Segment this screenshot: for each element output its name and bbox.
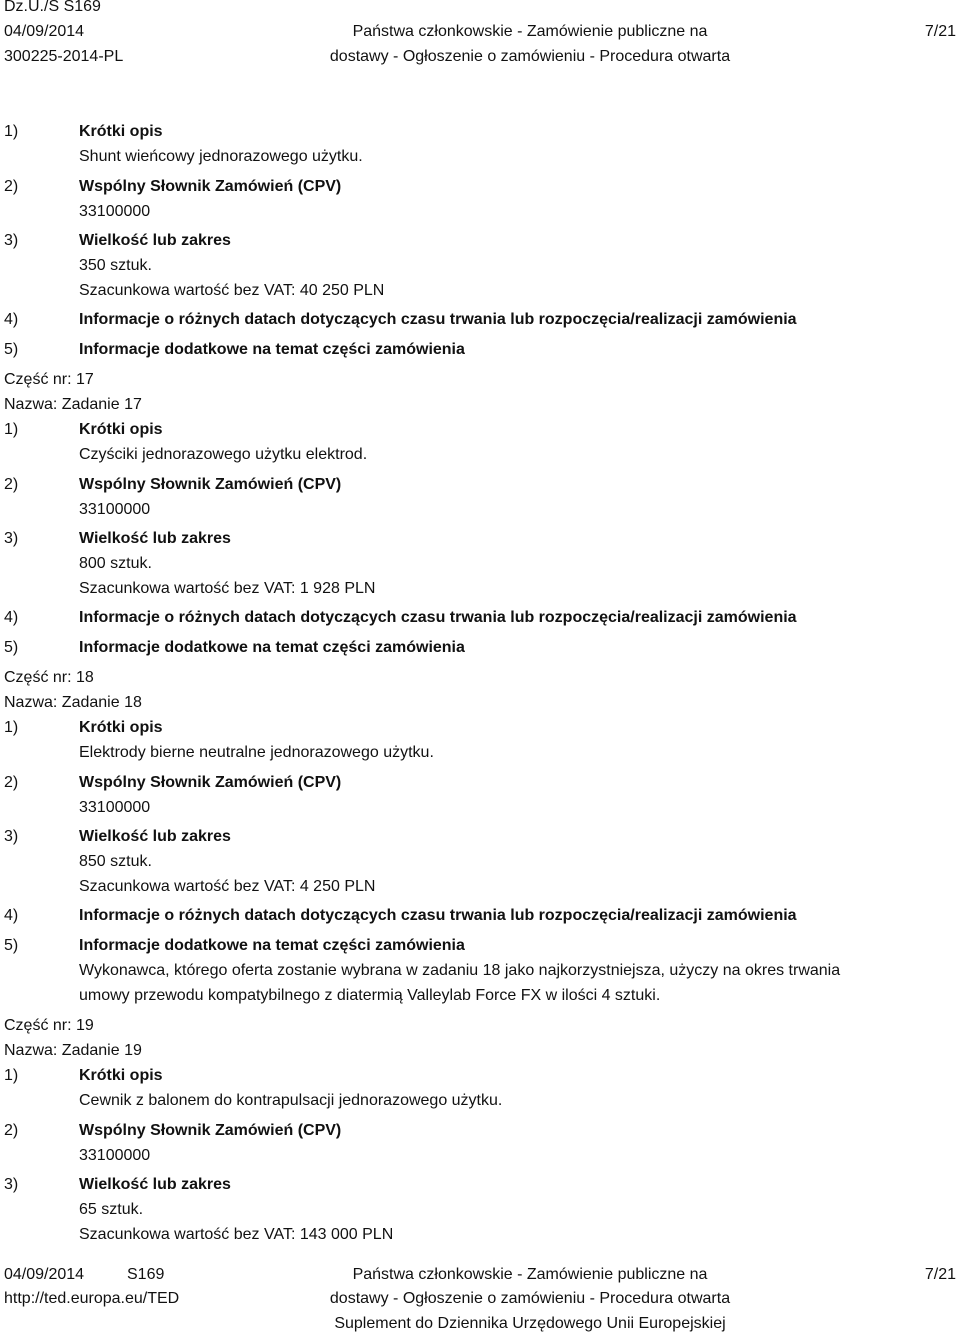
additional-info-label: Informacje dodatkowe na temat części zamówienia xyxy=(79,937,465,954)
footer-issue: S169 xyxy=(127,1266,165,1283)
quantity-label: Wielkość lub zakres xyxy=(79,232,231,249)
item-number: 2) xyxy=(4,774,19,791)
footer-date: 04/09/2014 xyxy=(4,1266,85,1283)
additional-info-label: Informacje dodatkowe na temat części zamówienia xyxy=(79,341,465,358)
short-description-label: Krótki opis xyxy=(79,1067,163,1084)
estimated-value: Szacunkowa wartość bez VAT: 1 928 PLN xyxy=(79,580,376,597)
dates-info-label: Informacje o różnych datach dotyczących czasu trwania lub rozpoczęcia/realizacji zamówienia xyxy=(79,907,797,924)
item-number: 3) xyxy=(4,828,19,845)
quantity-value: 65 sztuk. xyxy=(79,1201,144,1218)
cpv-code: 33100000 xyxy=(79,501,151,518)
item-number: 4) xyxy=(4,907,19,924)
quantity-value: 850 sztuk. xyxy=(79,853,152,870)
additional-info-label: Informacje dodatkowe na temat części zamówienia xyxy=(79,639,465,656)
footer-url[interactable]: http://ted.europa.eu/TED xyxy=(4,1290,180,1307)
item-number: 3) xyxy=(4,232,19,249)
item-number: 5) xyxy=(4,639,19,656)
quantity-label: Wielkość lub zakres xyxy=(79,530,231,547)
cpv-label: Wspólny Słownik Zamówień (CPV) xyxy=(79,774,342,791)
estimated-value: Szacunkowa wartość bez VAT: 40 250 PLN xyxy=(79,282,385,299)
part-name: Nazwa: Zadanie 18 xyxy=(4,694,142,711)
short-description-value: Shunt wieńcowy jednorazowego użytku. xyxy=(79,148,363,165)
part-number: Część nr: 18 xyxy=(4,669,94,686)
part-name: Nazwa: Zadanie 17 xyxy=(4,396,142,413)
short-description-label: Krótki opis xyxy=(79,719,163,736)
item-number: 1) xyxy=(4,123,19,140)
item-number: 2) xyxy=(4,476,19,493)
cpv-label: Wspólny Słownik Zamówień (CPV) xyxy=(79,178,342,195)
item-number: 5) xyxy=(4,937,19,954)
part-number: Część nr: 19 xyxy=(4,1017,94,1034)
quantity-value: 800 sztuk. xyxy=(79,555,152,572)
footer-title-line1: Państwa członkowskie - Zamówienie publiczne na xyxy=(352,1266,708,1283)
short-description-value: Elektrody bierne neutralne jednorazowego użytku. xyxy=(79,744,434,761)
item-number: 1) xyxy=(4,1067,19,1084)
header-title-line1: Państwa członkowskie - Zamówienie publiczne na xyxy=(352,23,708,40)
footer-page-number: 7/21 xyxy=(924,1266,956,1283)
estimated-value: Szacunkowa wartość bez VAT: 143 000 PLN xyxy=(79,1226,394,1243)
item-number: 1) xyxy=(4,421,19,438)
item-number: 4) xyxy=(4,311,19,328)
cpv-label: Wspólny Słownik Zamówień (CPV) xyxy=(79,1122,342,1139)
quantity-label: Wielkość lub zakres xyxy=(79,828,231,845)
short-description-value: Cewnik z balonem do kontrapulsacji jednorazowego użytku. xyxy=(79,1092,503,1109)
short-description-value: Czyściki jednorazowego użytku elektrod. xyxy=(79,446,368,463)
footer-title-line2: dostawy - Ogłoszenie o zamówieniu - Procedura otwarta xyxy=(329,1290,731,1307)
additional-info-text: umowy przewodu kompatybilnego z diatermią Valleylab Force FX w ilości 4 sztuki. xyxy=(79,987,661,1004)
additional-info-text: Wykonawca, którego oferta zostanie wybrana w zadaniu 18 jako najkorzystniejsza, użyczy na okres trwania xyxy=(79,962,841,979)
quantity-label: Wielkość lub zakres xyxy=(79,1176,231,1193)
item-number: 5) xyxy=(4,341,19,358)
part-name: Nazwa: Zadanie 19 xyxy=(4,1042,142,1059)
short-description-label: Krótki opis xyxy=(79,123,163,140)
item-number: 1) xyxy=(4,719,19,736)
header-page-number: 7/21 xyxy=(924,23,956,40)
part-number: Część nr: 17 xyxy=(4,371,94,388)
estimated-value: Szacunkowa wartość bez VAT: 4 250 PLN xyxy=(79,878,376,895)
journal-ref: Dz.U./S S169 xyxy=(4,0,101,15)
item-number: 2) xyxy=(4,178,19,195)
item-number: 3) xyxy=(4,1176,19,1193)
footer-title-line3: Suplement do Dziennika Urzędowego Unii Europejskiej xyxy=(334,1315,726,1332)
cpv-code: 33100000 xyxy=(79,799,151,816)
cpv-code: 33100000 xyxy=(79,1147,151,1164)
cpv-label: Wspólny Słownik Zamówień (CPV) xyxy=(79,476,342,493)
item-number: 3) xyxy=(4,530,19,547)
item-number: 4) xyxy=(4,609,19,626)
header-title-line2: dostawy - Ogłoszenie o zamówieniu - Procedura otwarta xyxy=(329,48,731,65)
dates-info-label: Informacje o różnych datach dotyczących czasu trwania lub rozpoczęcia/realizacji zamówienia xyxy=(79,609,797,626)
header-date: 04/09/2014 xyxy=(4,23,85,40)
item-number: 2) xyxy=(4,1122,19,1139)
notice-ref: 300225-2014-PL xyxy=(4,48,124,65)
quantity-value: 350 sztuk. xyxy=(79,257,152,274)
cpv-code: 33100000 xyxy=(79,203,151,220)
short-description-label: Krótki opis xyxy=(79,421,163,438)
dates-info-label: Informacje o różnych datach dotyczących czasu trwania lub rozpoczęcia/realizacji zamówienia xyxy=(79,311,797,328)
